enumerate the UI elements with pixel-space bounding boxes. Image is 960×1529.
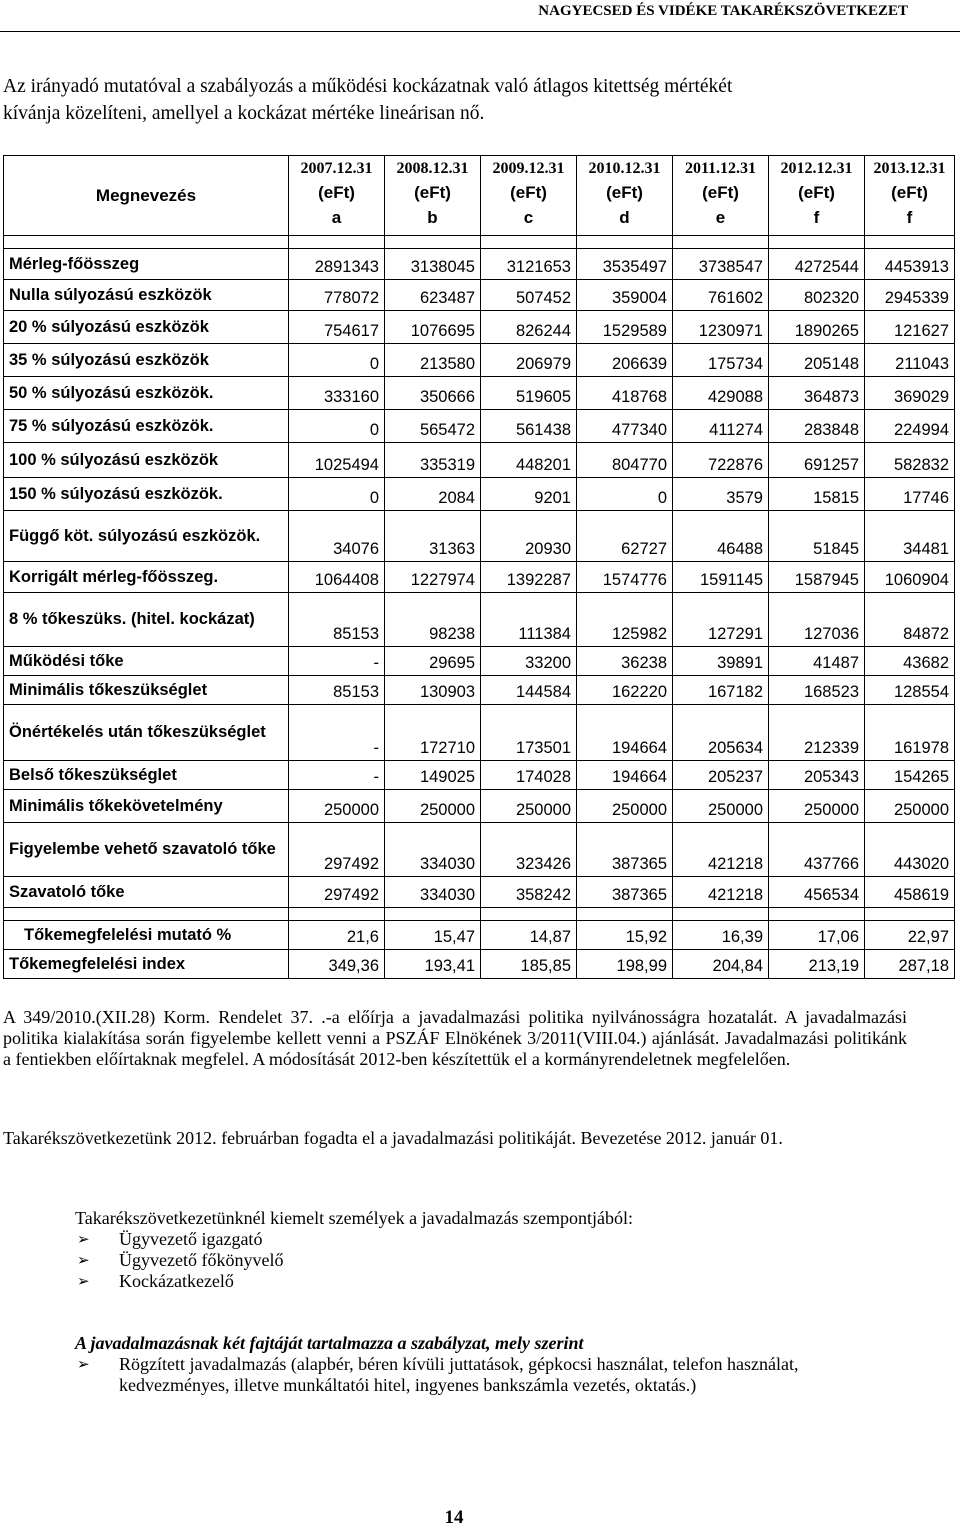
table-row bbox=[4, 562, 955, 593]
column-date: 2011.12.31 bbox=[684, 160, 757, 177]
table-cell: 34076 bbox=[289, 511, 385, 562]
table-row bbox=[4, 950, 955, 979]
table-spacer-row bbox=[4, 236, 955, 249]
table-cell: 2084 bbox=[385, 478, 481, 511]
adoption-paragraph-text: Takarékszövetkezetünk 2012. februárban fogadta el a javadalmazási politikáját. Bevezetése 2012. január 01. bbox=[3, 1128, 783, 1148]
table-cell: 213580 bbox=[385, 344, 481, 377]
header-rule bbox=[0, 31, 960, 32]
table-row bbox=[4, 705, 955, 761]
table-cell: 761602 bbox=[673, 280, 769, 311]
row-label: Korrigált mérleg-főösszeg. bbox=[4, 562, 289, 593]
table-row bbox=[4, 249, 955, 280]
table-cell: 14,87 bbox=[481, 921, 577, 950]
table-cell: 194664 bbox=[577, 761, 673, 790]
intro-line: kívánja közelíteni, amellyel a kockázat mértéke lineárisan nő. bbox=[3, 103, 485, 124]
row-label: 8 % tőkeszüks. (hitel. kockázat) bbox=[4, 593, 289, 647]
table-cell: 144584 bbox=[481, 676, 577, 705]
column-date: 2009.12.31 bbox=[492, 160, 565, 177]
table-cell: 4272544 bbox=[769, 249, 865, 280]
table-cell: 98238 bbox=[385, 593, 481, 647]
table-cell: 4453913 bbox=[865, 249, 955, 280]
table-cell: 456534 bbox=[769, 877, 865, 908]
table-cell: 411274 bbox=[673, 410, 769, 443]
table-cell: 0 bbox=[289, 410, 385, 443]
column-date: 2012.12.31 bbox=[780, 160, 853, 177]
table-cell: 477340 bbox=[577, 410, 673, 443]
row-label: 35 % súlyozású eszközök bbox=[4, 344, 289, 377]
column-unit: (eFt) bbox=[318, 183, 355, 202]
column-header bbox=[481, 156, 577, 236]
table-cell: 34481 bbox=[865, 511, 955, 562]
column-letter: f bbox=[906, 208, 913, 227]
table-cell: 205148 bbox=[769, 344, 865, 377]
table-cell: 15,47 bbox=[385, 921, 481, 950]
table-cell: 130903 bbox=[385, 676, 481, 705]
column-letter: a bbox=[331, 208, 342, 227]
list-item bbox=[75, 1250, 905, 1271]
table-row bbox=[4, 676, 955, 705]
table-cell: 250000 bbox=[481, 790, 577, 823]
list-item-text: Ügyvezető főkönyvelő bbox=[119, 1250, 284, 1270]
table-cell: 448201 bbox=[481, 443, 577, 478]
table-cell: 722876 bbox=[673, 443, 769, 478]
row-label: 150 % súlyozású eszközök. bbox=[4, 478, 289, 511]
table-row bbox=[4, 790, 955, 823]
row-label: Tőkemegfelelési mutató % bbox=[4, 921, 289, 950]
table-cell: 127036 bbox=[769, 593, 865, 647]
table-cell: 349,36 bbox=[289, 950, 385, 979]
table-cell: 185,85 bbox=[481, 950, 577, 979]
adoption-paragraph bbox=[3, 1128, 907, 1149]
table-cell: 297492 bbox=[289, 823, 385, 877]
table-row bbox=[4, 410, 955, 443]
table-cell: 17,06 bbox=[769, 921, 865, 950]
table-spacer-row bbox=[4, 908, 955, 921]
table-cell: 333160 bbox=[289, 377, 385, 410]
column-letter: e bbox=[715, 208, 726, 227]
table-cell: 561438 bbox=[481, 410, 577, 443]
table-cell: 3138045 bbox=[385, 249, 481, 280]
table-cell: 173501 bbox=[481, 705, 577, 761]
table-cell: 224994 bbox=[865, 410, 955, 443]
column-header bbox=[577, 156, 673, 236]
table-cell: 250000 bbox=[769, 790, 865, 823]
table-cell: 1227974 bbox=[385, 562, 481, 593]
table-row bbox=[4, 823, 955, 877]
row-label: Minimális tőkekövetelmény bbox=[4, 790, 289, 823]
table-cell: 16,39 bbox=[673, 921, 769, 950]
table-cell: 204,84 bbox=[673, 950, 769, 979]
table-cell: 174028 bbox=[481, 761, 577, 790]
table-cell: 205634 bbox=[673, 705, 769, 761]
table-cell: 205343 bbox=[769, 761, 865, 790]
column-unit: (eFt) bbox=[891, 183, 928, 202]
table-cell: - bbox=[289, 647, 385, 676]
table-cell: 167182 bbox=[673, 676, 769, 705]
row-label: Nulla súlyozású eszközök bbox=[4, 280, 289, 311]
table-cell: 754617 bbox=[289, 311, 385, 344]
policy-paragraph-text: A 349/2010.(XII.28) Korm. Rendelet 37. .-a előírja a javadalmazási politika nyilvánosságra hozatalát. A javadalmazási politika kialakítása során figyelembe kellett venni a PSZÁF Elnökének 3/2011(VIII.04.) ajánlását. Javadalmazási politikánk a fentiekben előírtaknak megfelel. A módosítását 2012-ben készítettük el a kormányrendeletnek megfelelően. bbox=[3, 1007, 907, 1069]
table-cell: 85153 bbox=[289, 676, 385, 705]
page-number: 14 bbox=[444, 1507, 464, 1528]
table-cell: 0 bbox=[289, 344, 385, 377]
table-cell: 212339 bbox=[769, 705, 865, 761]
list-item bbox=[75, 1271, 905, 1292]
table-cell: 15815 bbox=[769, 478, 865, 511]
table-body bbox=[4, 249, 955, 979]
table-cell: 31363 bbox=[385, 511, 481, 562]
table-cell: 250000 bbox=[865, 790, 955, 823]
table-cell: 387365 bbox=[577, 823, 673, 877]
table-cell: 85153 bbox=[289, 593, 385, 647]
column-date: 2008.12.31 bbox=[396, 160, 469, 177]
table-cell: 125982 bbox=[577, 593, 673, 647]
column-unit: (eFt) bbox=[510, 183, 547, 202]
list-item bbox=[75, 1229, 905, 1250]
table-cell: 3579 bbox=[673, 478, 769, 511]
table-cell: 154265 bbox=[865, 761, 955, 790]
table-row bbox=[4, 511, 955, 562]
table-cell: 418768 bbox=[577, 377, 673, 410]
table-cell: 168523 bbox=[769, 676, 865, 705]
column-date: 2010.12.31 bbox=[588, 160, 661, 177]
table-cell: 421218 bbox=[673, 877, 769, 908]
table-cell: 149025 bbox=[385, 761, 481, 790]
table-row bbox=[4, 344, 955, 377]
table-cell: 250000 bbox=[673, 790, 769, 823]
column-header bbox=[673, 156, 769, 236]
table-cell: 334030 bbox=[385, 823, 481, 877]
table-row bbox=[4, 443, 955, 478]
table-row bbox=[4, 311, 955, 344]
table-cell: 211043 bbox=[865, 344, 955, 377]
table-cell: 36238 bbox=[577, 647, 673, 676]
table-cell: 172710 bbox=[385, 705, 481, 761]
table-cell: 421218 bbox=[673, 823, 769, 877]
table-cell: 121627 bbox=[865, 311, 955, 344]
table-cell: 206979 bbox=[481, 344, 577, 377]
table-cell: 802320 bbox=[769, 280, 865, 311]
table-cell: 582832 bbox=[865, 443, 955, 478]
table-cell: 175734 bbox=[673, 344, 769, 377]
table-cell: 21,6 bbox=[289, 921, 385, 950]
row-label: Függő köt. súlyozású eszközök. bbox=[4, 511, 289, 562]
arrow-bullet-icon: ➢ bbox=[77, 1230, 90, 1248]
policy-paragraph bbox=[3, 1007, 907, 1070]
table-cell: - bbox=[289, 705, 385, 761]
row-label: Működési tőke bbox=[4, 647, 289, 676]
table-row bbox=[4, 478, 955, 511]
list-item bbox=[75, 1354, 905, 1396]
table-cell: 1076695 bbox=[385, 311, 481, 344]
row-label: 75 % súlyozású eszközök. bbox=[4, 410, 289, 443]
table-cell: 206639 bbox=[577, 344, 673, 377]
row-label: 50 % súlyozású eszközök. bbox=[4, 377, 289, 410]
table-cell: 20930 bbox=[481, 511, 577, 562]
table-row bbox=[4, 877, 955, 908]
table-cell: 334030 bbox=[385, 877, 481, 908]
row-label: Mérleg-főösszeg bbox=[4, 249, 289, 280]
row-label: Figyelembe vehető szavatoló tőke bbox=[4, 823, 289, 877]
running-header: NAGYECSED ÉS VIDÉKE TAKARÉKSZÖVETKEZET bbox=[538, 3, 908, 19]
column-letter: c bbox=[523, 208, 534, 227]
table-cell: 41487 bbox=[769, 647, 865, 676]
table-cell: 1392287 bbox=[481, 562, 577, 593]
arrow-bullet-icon: ➢ bbox=[77, 1355, 90, 1373]
table-cell: 358242 bbox=[481, 877, 577, 908]
table-cell: 287,18 bbox=[865, 950, 955, 979]
row-label: Szavatoló tőke bbox=[4, 877, 289, 908]
table-cell: 29695 bbox=[385, 647, 481, 676]
row-label: Belső tőkeszükséglet bbox=[4, 761, 289, 790]
table-cell: 458619 bbox=[865, 877, 955, 908]
table-cell: 826244 bbox=[481, 311, 577, 344]
table-cell: 62727 bbox=[577, 511, 673, 562]
table-cell: 565472 bbox=[385, 410, 481, 443]
remuneration-heading: A javadalmazásnak két fajtáját tartalmazza a szabályzat, mely szerint bbox=[75, 1333, 584, 1353]
column-header bbox=[865, 156, 955, 236]
table-cell: 387365 bbox=[577, 877, 673, 908]
list-item-text: Ügyvezető igazgató bbox=[119, 1229, 263, 1249]
table-cell: 193,41 bbox=[385, 950, 481, 979]
row-label: Minimális tőkeszükséglet bbox=[4, 676, 289, 705]
table-cell: 804770 bbox=[577, 443, 673, 478]
key-persons-list bbox=[75, 1229, 905, 1292]
table-cell: 33200 bbox=[481, 647, 577, 676]
header-label: Megnevezés bbox=[4, 156, 289, 236]
table-cell: 3121653 bbox=[481, 249, 577, 280]
remuneration-list bbox=[75, 1354, 905, 1396]
column-unit: (eFt) bbox=[798, 183, 835, 202]
table-cell: 283848 bbox=[769, 410, 865, 443]
table-cell: 623487 bbox=[385, 280, 481, 311]
table-cell: 443020 bbox=[865, 823, 955, 877]
table-cell: 17746 bbox=[865, 478, 955, 511]
table-cell: 2945339 bbox=[865, 280, 955, 311]
table-cell: 2891343 bbox=[289, 249, 385, 280]
table-cell: 250000 bbox=[577, 790, 673, 823]
key-persons-section bbox=[75, 1208, 905, 1292]
column-unit: (eFt) bbox=[702, 183, 739, 202]
row-label: 100 % súlyozású eszközök bbox=[4, 443, 289, 478]
table-cell: 1890265 bbox=[769, 311, 865, 344]
table-header-row bbox=[4, 156, 955, 236]
table-cell: 205237 bbox=[673, 761, 769, 790]
row-label: Tőkemegfelelési index bbox=[4, 950, 289, 979]
table-cell: 39891 bbox=[673, 647, 769, 676]
table-cell: 250000 bbox=[289, 790, 385, 823]
table-cell: 519605 bbox=[481, 377, 577, 410]
table-cell: 15,92 bbox=[577, 921, 673, 950]
table-cell: 429088 bbox=[673, 377, 769, 410]
table-cell: 323426 bbox=[481, 823, 577, 877]
table-cell: 0 bbox=[289, 478, 385, 511]
table-row bbox=[4, 647, 955, 676]
table-cell: 1025494 bbox=[289, 443, 385, 478]
table-cell: 1587945 bbox=[769, 562, 865, 593]
table-cell: 250000 bbox=[385, 790, 481, 823]
column-unit: (eFt) bbox=[414, 183, 451, 202]
arrow-bullet-icon: ➢ bbox=[77, 1251, 90, 1269]
table-cell: 350666 bbox=[385, 377, 481, 410]
table-cell: 335319 bbox=[385, 443, 481, 478]
table-cell: 127291 bbox=[673, 593, 769, 647]
intro-line: Az irányadó mutatóval a szabályozás a működési kockázatnak való átlagos kitettség mértékét bbox=[3, 76, 733, 97]
table-cell: 0 bbox=[577, 478, 673, 511]
column-date: 2007.12.31 bbox=[300, 160, 373, 177]
table-cell: 1060904 bbox=[865, 562, 955, 593]
table-cell: 1230971 bbox=[673, 311, 769, 344]
table-cell: 128554 bbox=[865, 676, 955, 705]
table-cell: 1591145 bbox=[673, 562, 769, 593]
table-row bbox=[4, 377, 955, 410]
table-cell: 9201 bbox=[481, 478, 577, 511]
column-date: 2013.12.31 bbox=[873, 160, 946, 177]
table-cell: 46488 bbox=[673, 511, 769, 562]
table-cell: 3535497 bbox=[577, 249, 673, 280]
column-header bbox=[769, 156, 865, 236]
table-cell: 359004 bbox=[577, 280, 673, 311]
list-item-text: Kockázatkezelő bbox=[119, 1271, 234, 1291]
table-cell: 3738547 bbox=[673, 249, 769, 280]
table-cell: - bbox=[289, 761, 385, 790]
table-cell: 369029 bbox=[865, 377, 955, 410]
table-cell: 1574776 bbox=[577, 562, 673, 593]
list-item-text: Rögzített javadalmazás (alapbér, béren kívüli juttatások, gépkocsi használat, telefon használat, kedvezményes, illetve munkáltatói hitel, ingyenes bankszámla vezetés, oktatás.) bbox=[119, 1354, 799, 1395]
table-cell: 437766 bbox=[769, 823, 865, 877]
table-cell: 691257 bbox=[769, 443, 865, 478]
column-header bbox=[385, 156, 481, 236]
table-cell: 22,97 bbox=[865, 921, 955, 950]
table-row bbox=[4, 761, 955, 790]
column-letter: d bbox=[619, 208, 630, 227]
table-cell: 161978 bbox=[865, 705, 955, 761]
table-cell: 51845 bbox=[769, 511, 865, 562]
arrow-bullet-icon: ➢ bbox=[77, 1272, 90, 1290]
table-row bbox=[4, 593, 955, 647]
key-persons-intro: Takarékszövetkezetünknél kiemelt személyek a javadalmazás szempontjából: bbox=[75, 1208, 633, 1228]
table-cell: 213,19 bbox=[769, 950, 865, 979]
table-cell: 1529589 bbox=[577, 311, 673, 344]
table-cell: 507452 bbox=[481, 280, 577, 311]
row-label: 20 % súlyozású eszközök bbox=[4, 311, 289, 344]
table-cell: 43682 bbox=[865, 647, 955, 676]
column-unit: (eFt) bbox=[606, 183, 643, 202]
table-cell: 198,99 bbox=[577, 950, 673, 979]
intro-paragraph bbox=[3, 73, 943, 127]
table-row bbox=[4, 921, 955, 950]
table-row bbox=[4, 280, 955, 311]
table-cell: 297492 bbox=[289, 877, 385, 908]
table-cell: 111384 bbox=[481, 593, 577, 647]
row-label: Önértékelés után tőkeszükséglet bbox=[4, 705, 289, 761]
table-cell: 84872 bbox=[865, 593, 955, 647]
column-header bbox=[289, 156, 385, 236]
table-cell: 162220 bbox=[577, 676, 673, 705]
column-letter: b bbox=[427, 208, 438, 227]
column-letter: f bbox=[813, 208, 820, 227]
table-cell: 1064408 bbox=[289, 562, 385, 593]
capital-table bbox=[3, 155, 955, 979]
table-cell: 364873 bbox=[769, 377, 865, 410]
table-cell: 778072 bbox=[289, 280, 385, 311]
table-cell: 194664 bbox=[577, 705, 673, 761]
remuneration-section bbox=[75, 1333, 905, 1396]
